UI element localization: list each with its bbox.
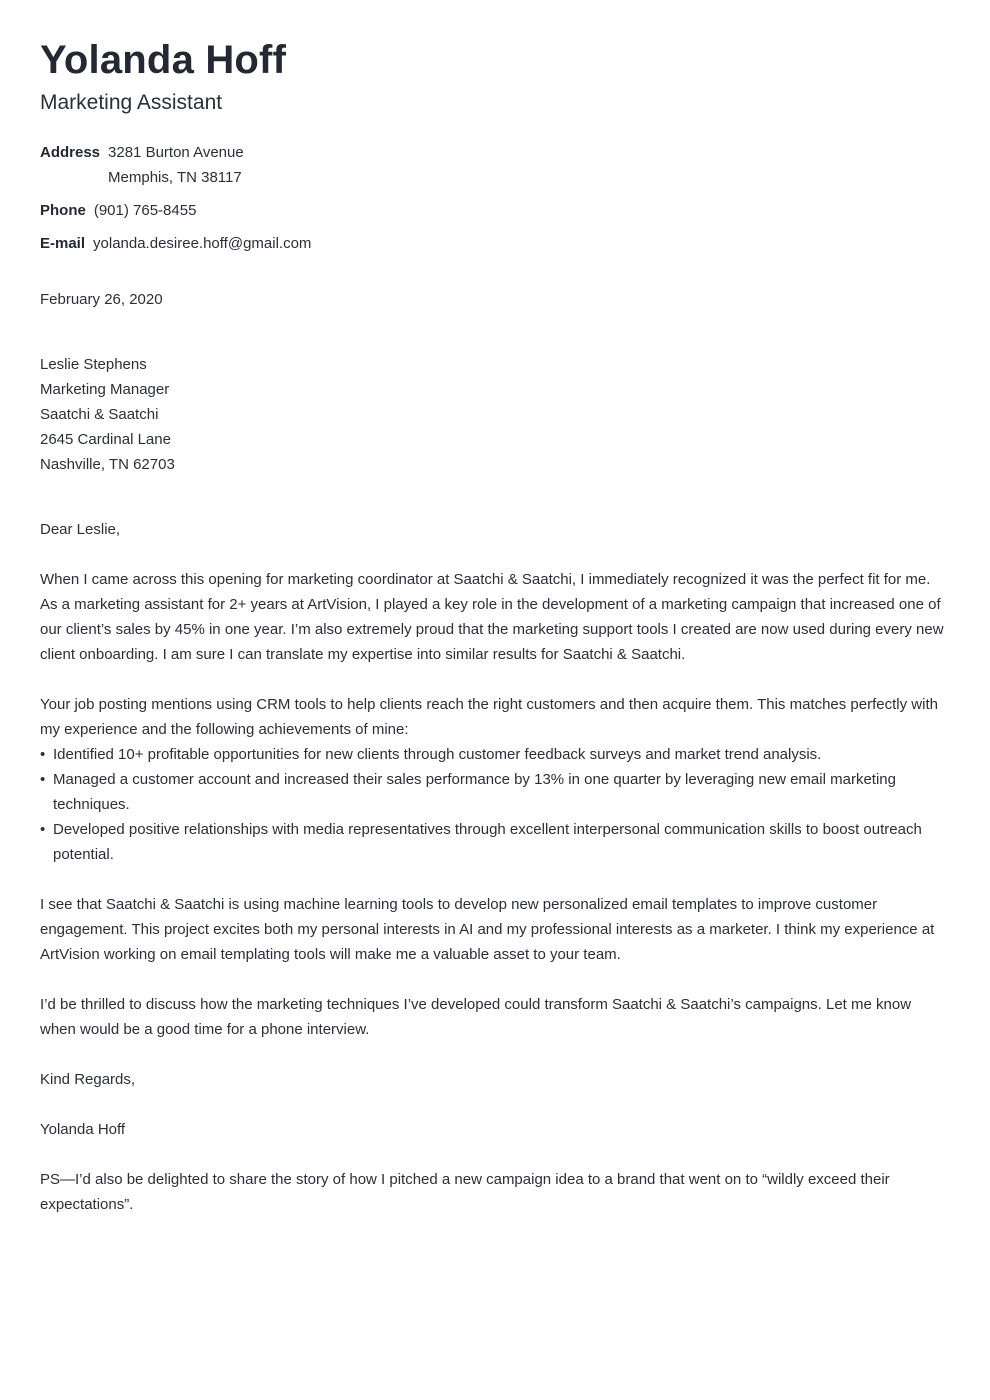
salutation: Dear Leslie,	[40, 521, 121, 538]
postscript-text: PS—I’d also be delighted to share the story of how I pitched a new campaign idea to a brand that went on to “wildly exceed their expectations”.	[40, 1171, 890, 1213]
achievement-text: Developed positive relationships with media representatives through excellent interpersonal communication skills to boost outreach potential.	[53, 821, 922, 863]
recipient-city: Nashville, TN 62703	[40, 456, 175, 473]
phone-label: Phone	[40, 202, 86, 219]
body-paragraph-2	[40, 692, 950, 867]
list-item	[40, 742, 950, 767]
recipient-name: Leslie Stephens	[40, 356, 147, 373]
recipient-block	[40, 352, 950, 477]
email-value: yolanda.desiree.hoff@gmail.com	[93, 235, 312, 252]
applicant-name: Yolanda Hoff	[40, 38, 287, 82]
address-line-2: Memphis, TN 38117	[108, 169, 242, 186]
body-paragraph-1	[40, 567, 950, 667]
closing: Kind Regards,	[40, 1071, 136, 1088]
achievements-list	[40, 742, 950, 867]
paragraph-intro: Your job posting mentions using CRM tools to help clients reach the right customers and then acquire them. This matches perfectly with my experience and the following achievements of mine:	[40, 696, 938, 738]
address-row	[40, 140, 950, 190]
recipient-company: Saatchi & Saatchi	[40, 406, 159, 423]
bullet-icon: •	[40, 821, 46, 838]
phone-row	[40, 198, 950, 223]
paragraph-text: I see that Saatchi & Saatchi is using machine learning tools to develop new personalized email templates to improve customer engagement. This project excites both my personal interests in AI and my professional interests as a marketer. I think my experience at ArtVision working on email templating tools will make me a valuable asset to your team.	[40, 896, 935, 963]
recipient-title: Marketing Manager	[40, 381, 170, 398]
bullet-icon: •	[40, 746, 46, 763]
list-item	[40, 817, 950, 867]
paragraph-text: When I came across this opening for marketing coordinator at Saatchi & Saatchi, I immediately recognized it was the perfect fit for me. As a marketing assistant for 2+ years at ArtVision, I played a key role in the development of a marketing campaign that increased one of our client’s sales by 45% in one year. I’m also extremely proud that the marketing support tools I created are now used during every new client onboarding. I am sure I can translate my expertise into similar results for Saatchi & Saatchi.	[40, 571, 944, 663]
address-line-1: 3281 Burton Avenue	[108, 144, 244, 161]
body-paragraph-4	[40, 992, 950, 1042]
paragraph-text: I’d be thrilled to discuss how the marketing techniques I’ve developed could transform Saatchi & Saatchi’s campaigns. Let me know when would be a good time for a phone interview.	[40, 996, 912, 1038]
phone-value: (901) 765-8455	[93, 202, 197, 219]
address-value	[108, 140, 244, 190]
contact-block	[40, 140, 950, 256]
body-paragraph-3	[40, 892, 950, 967]
email-label: E-mail	[40, 235, 86, 252]
address-label: Address	[40, 144, 101, 161]
achievement-text: Managed a customer account and increased their sales performance by 13% in one quarter by leveraging new email marketing techniques.	[53, 771, 896, 813]
recipient-street: 2645 Cardinal Lane	[40, 431, 171, 448]
bullet-icon: •	[40, 771, 46, 788]
postscript	[40, 1167, 950, 1217]
applicant-role: Marketing Assistant	[40, 91, 223, 114]
achievement-text: Identified 10+ profitable opportunities for new clients through customer feedback surveys and market trend analysis.	[53, 746, 822, 763]
signature: Yolanda Hoff	[40, 1121, 126, 1138]
list-item	[40, 767, 950, 817]
email-row	[40, 231, 950, 256]
letter-date: February 26, 2020	[40, 291, 163, 308]
